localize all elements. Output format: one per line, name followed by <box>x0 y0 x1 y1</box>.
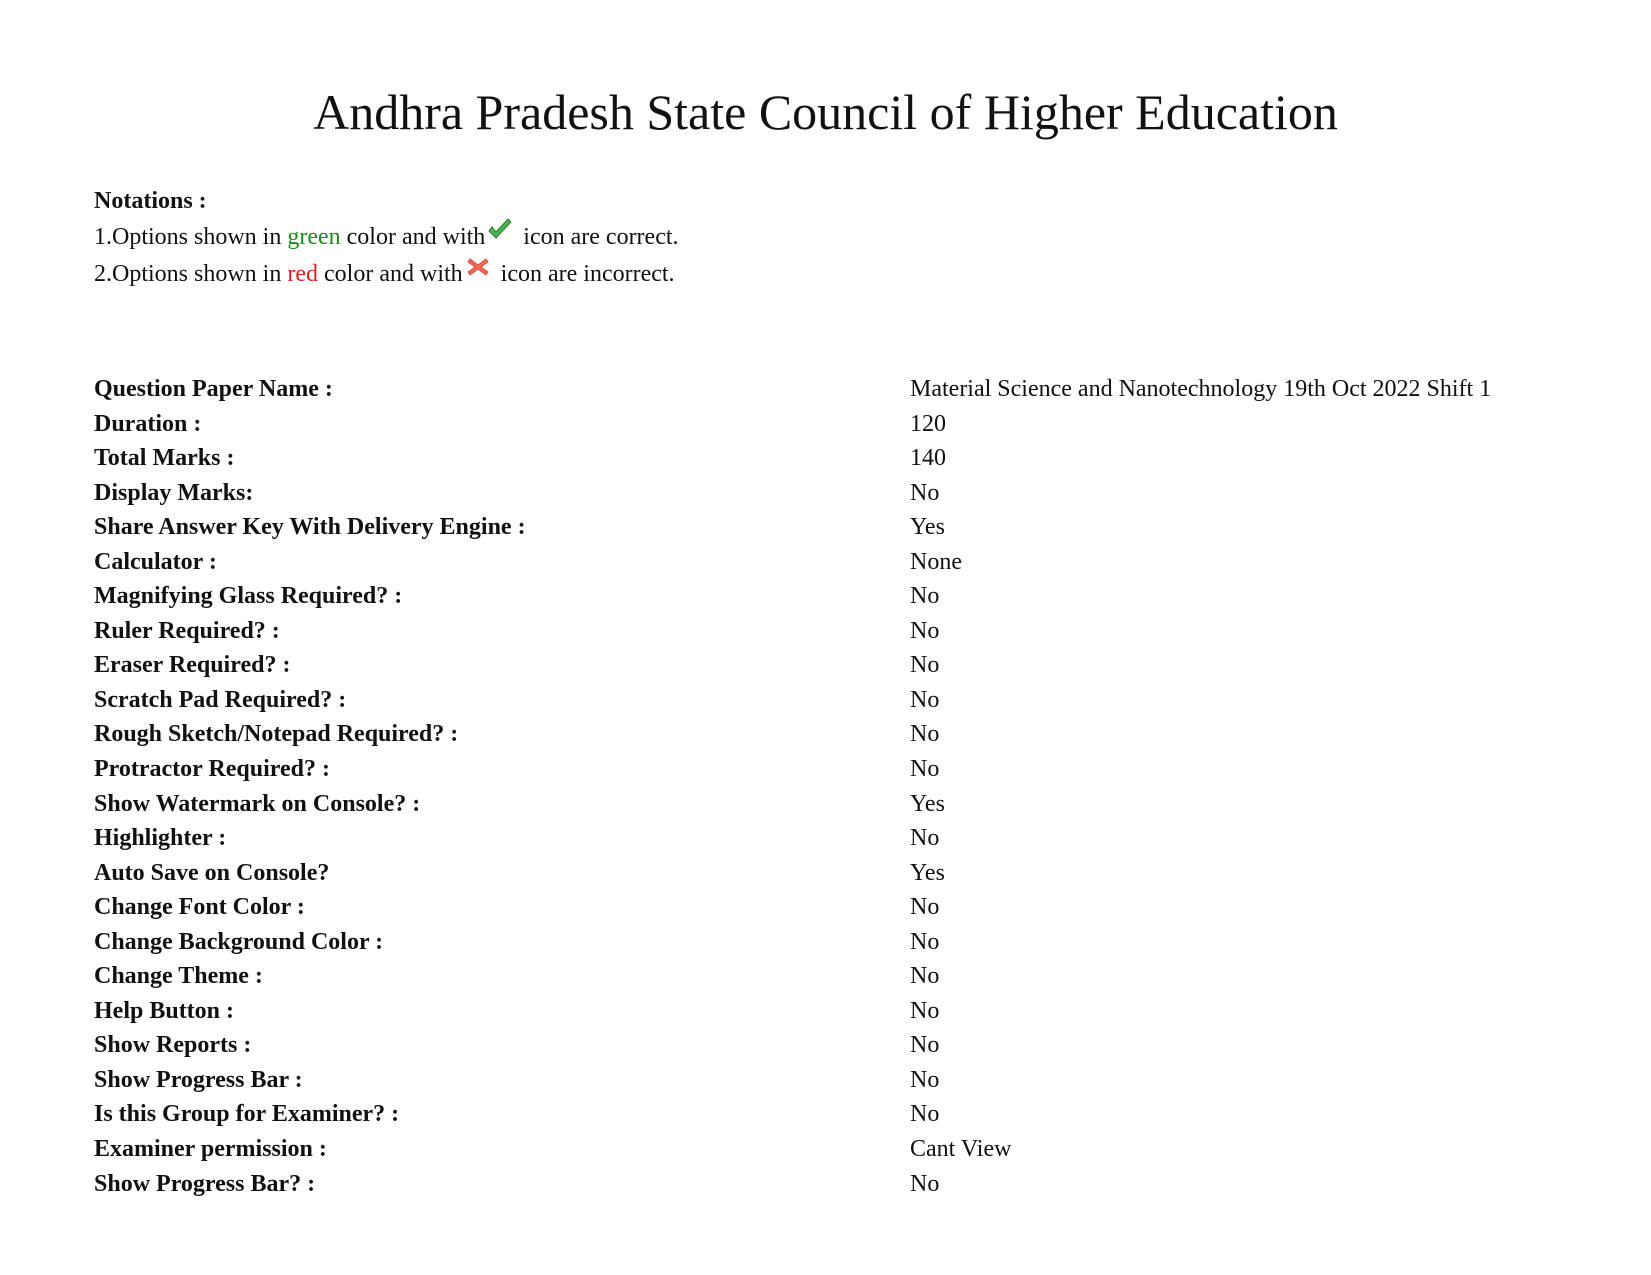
property-value: No <box>910 963 940 990</box>
cross-icon <box>465 255 491 279</box>
notation-incorrect-suffix: icon are incorrect. <box>494 261 675 287</box>
property-row <box>94 787 1634 822</box>
property-value: No <box>910 686 940 713</box>
property-value: No <box>910 721 940 748</box>
notations-section <box>94 184 679 292</box>
property-value: No <box>910 617 940 644</box>
property-row <box>94 579 1634 614</box>
property-row <box>94 476 1634 511</box>
property-value: None <box>910 548 962 575</box>
property-value: No <box>910 1032 940 1059</box>
paper-properties <box>94 372 1634 1201</box>
property-label: Share Answer Key With Delivery Engine : <box>94 514 526 541</box>
notation-color-red: red <box>287 261 319 287</box>
property-value: 120 <box>910 410 946 437</box>
property-row <box>94 752 1634 787</box>
property-label: Ruler Required? : <box>94 617 280 644</box>
property-value: No <box>910 756 940 783</box>
property-label: Show Progress Bar? : <box>94 1170 316 1197</box>
property-row <box>94 1132 1634 1167</box>
property-label: Examiner permission : <box>94 1136 327 1163</box>
property-label: Is this Group for Examiner? : <box>94 1101 400 1128</box>
property-row <box>94 545 1634 580</box>
notation-correct <box>94 218 679 255</box>
property-value: No <box>910 479 940 506</box>
property-row <box>94 1097 1634 1132</box>
property-label: Magnifying Glass Required? : <box>94 583 403 610</box>
notation-correct-prefix: 1.Options shown in <box>94 224 288 250</box>
property-row <box>94 890 1634 925</box>
property-label: Show Watermark on Console? : <box>94 790 421 817</box>
property-label: Change Theme : <box>94 963 263 990</box>
property-label: Highlighter : <box>94 825 227 852</box>
property-label: Calculator : <box>94 548 217 575</box>
property-label: Change Font Color : <box>94 894 305 921</box>
property-row <box>94 648 1634 683</box>
property-label: Help Button : <box>94 997 235 1024</box>
property-label: Show Reports : <box>94 1032 252 1059</box>
property-row <box>94 717 1634 752</box>
notation-correct-middle: color and with <box>340 224 486 250</box>
property-row <box>94 614 1634 649</box>
property-label: Display Marks: <box>94 479 254 506</box>
property-label: Auto Save on Console? <box>94 859 330 886</box>
notation-incorrect-middle: color and with <box>318 261 463 287</box>
notation-color-green: green <box>287 224 341 250</box>
property-row <box>94 407 1634 442</box>
property-row <box>94 925 1634 960</box>
property-row <box>94 683 1634 718</box>
check-icon <box>487 218 513 242</box>
property-row <box>94 372 1634 407</box>
property-row <box>94 856 1634 891</box>
notation-incorrect-prefix: 2.Options shown in <box>94 261 288 287</box>
property-label: Rough Sketch/Notepad Required? : <box>94 721 459 748</box>
property-label: Eraser Required? : <box>94 652 291 679</box>
property-value: No <box>910 1170 940 1197</box>
property-value: Material Science and Nanotechnology 19th Oct 2022 Shift 1 <box>910 376 1492 402</box>
property-row <box>94 441 1634 476</box>
property-value: No <box>910 825 940 852</box>
property-row <box>94 1063 1634 1098</box>
property-label: Show Progress Bar : <box>94 1066 303 1093</box>
property-value: Yes <box>910 790 945 817</box>
notation-incorrect <box>94 255 679 292</box>
property-row <box>94 1028 1634 1063</box>
property-value: No <box>910 894 940 921</box>
property-value: 140 <box>910 445 946 472</box>
property-label: Change Background Color : <box>94 928 384 955</box>
property-label: Total Marks : <box>94 445 235 472</box>
property-row <box>94 994 1634 1029</box>
property-row <box>94 1167 1634 1202</box>
property-value: No <box>910 928 940 955</box>
property-value: No <box>910 1101 940 1128</box>
page-title: Andhra Pradesh State Council of Higher Education <box>313 84 1338 140</box>
notations-heading: Notations : <box>94 188 207 214</box>
property-label: Question Paper Name : <box>94 376 333 402</box>
property-value: No <box>910 583 940 610</box>
property-row <box>94 959 1634 994</box>
property-label: Scratch Pad Required? : <box>94 686 347 713</box>
property-value: Yes <box>910 514 945 541</box>
property-value: Cant View <box>910 1136 1012 1163</box>
property-label: Protractor Required? : <box>94 756 330 783</box>
property-value: No <box>910 652 940 679</box>
notation-correct-suffix: icon are correct. <box>517 224 679 250</box>
property-row <box>94 821 1634 856</box>
property-value: No <box>910 997 940 1024</box>
property-value: Yes <box>910 859 945 886</box>
property-label: Duration : <box>94 410 202 437</box>
property-row <box>94 510 1634 545</box>
property-value: No <box>910 1066 940 1093</box>
